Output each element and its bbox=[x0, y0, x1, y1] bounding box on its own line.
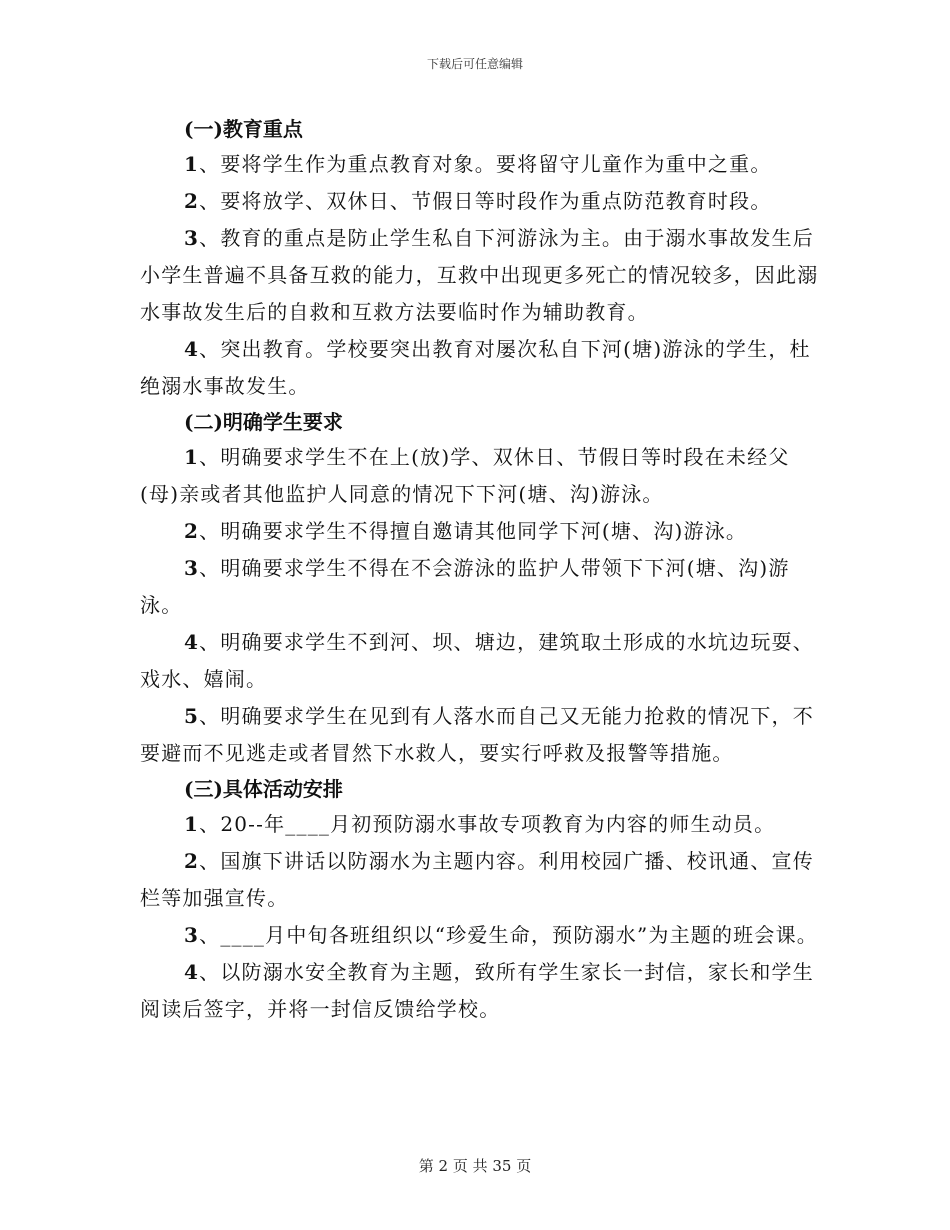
item-text: 、以防溺水安全教育为主题，致所有学生家长一封信，家长和学生阅读后签字，并将一封信反馈给学校。 bbox=[140, 960, 814, 1021]
item-number: 3 bbox=[184, 556, 200, 580]
item-text: 、20--年____月初预防溺水事故专项教育为内容的师生动员。 bbox=[199, 812, 776, 836]
section-heading: (一)教育重点 bbox=[184, 117, 303, 141]
item-number: 3 bbox=[184, 226, 200, 250]
item-text: 、____月中旬各班组织以“珍爱生命，预防溺水”为主题的班会课。 bbox=[199, 923, 818, 947]
item-number: 1 bbox=[184, 152, 200, 176]
item-text: 、国旗下讲话以防溺水为主题内容。利用校园广播、校讯通、宣传栏等加强宣传。 bbox=[140, 849, 814, 910]
document-body bbox=[140, 112, 820, 1028]
item-number: 2 bbox=[184, 519, 200, 543]
item-text: 、明确要求学生不在上(放)学、双休日、节假日等时段在未经父(母)亲或者其他监护人同意的情况下下河(塘、沟)游泳。 bbox=[140, 445, 790, 506]
item-text: 、明确要求学生不得在不会游泳的监护人带领下下河(塘、沟)游泳。 bbox=[140, 556, 790, 617]
item-text: 、明确要求学生不到河、坝、塘边，建筑取土形成的水坑边玩耍、戏水、嬉闹。 bbox=[140, 630, 814, 691]
paragraph bbox=[140, 917, 820, 954]
page-footer: 第 2 页 共 35 页 bbox=[418, 1157, 532, 1175]
item-text: 、要将学生作为重点教育对象。要将留守儿童作为重中之重。 bbox=[199, 152, 772, 176]
page-header: 下载后可任意编辑 bbox=[426, 57, 523, 71]
paragraph bbox=[140, 439, 820, 513]
paragraph bbox=[140, 550, 820, 624]
item-text: 、明确要求学生在见到有人落水而自己又无能力抢救的情况下，不要避而不见逃走或者冒然下水救人，要实行呼救及报警等措施。 bbox=[140, 704, 814, 765]
paragraph bbox=[140, 183, 820, 220]
item-text: 、明确要求学生不得擅自邀请其他同学下河(塘、沟)游泳。 bbox=[199, 519, 748, 543]
item-number: 4 bbox=[184, 960, 200, 984]
paragraph bbox=[140, 146, 820, 183]
paragraph bbox=[140, 513, 820, 550]
item-text: 、要将放学、双休日、节假日等时段作为重点防范教育时段。 bbox=[199, 189, 772, 213]
item-number: 1 bbox=[184, 812, 200, 836]
item-number: 2 bbox=[184, 189, 200, 213]
paragraph bbox=[140, 954, 820, 1028]
paragraph bbox=[140, 220, 820, 331]
paragraph bbox=[140, 331, 820, 405]
paragraph bbox=[140, 698, 820, 772]
item-number: 2 bbox=[184, 849, 200, 873]
item-text: 、教育的重点是防止学生私自下河游泳为主。由于溺水事故发生后小学生普遍不具备互救的能力，互救中出现更多死亡的情况较多，因此溺水事故发生后的自救和互救方法要临时作为辅助教育。 bbox=[140, 226, 819, 324]
paragraph bbox=[140, 624, 820, 698]
section-heading: (二)明确学生要求 bbox=[184, 410, 343, 434]
item-number: 4 bbox=[184, 630, 200, 654]
item-text: 、突出教育。学校要突出教育对屡次私自下河(塘)游泳的学生，杜绝溺水事故发生。 bbox=[140, 337, 811, 398]
section-heading: (三)具体活动安排 bbox=[184, 777, 343, 801]
item-number: 5 bbox=[184, 704, 200, 728]
paragraph bbox=[140, 843, 820, 917]
item-number: 1 bbox=[184, 445, 200, 469]
item-number: 3 bbox=[184, 923, 200, 947]
paragraph bbox=[140, 806, 820, 843]
item-number: 4 bbox=[184, 337, 200, 361]
